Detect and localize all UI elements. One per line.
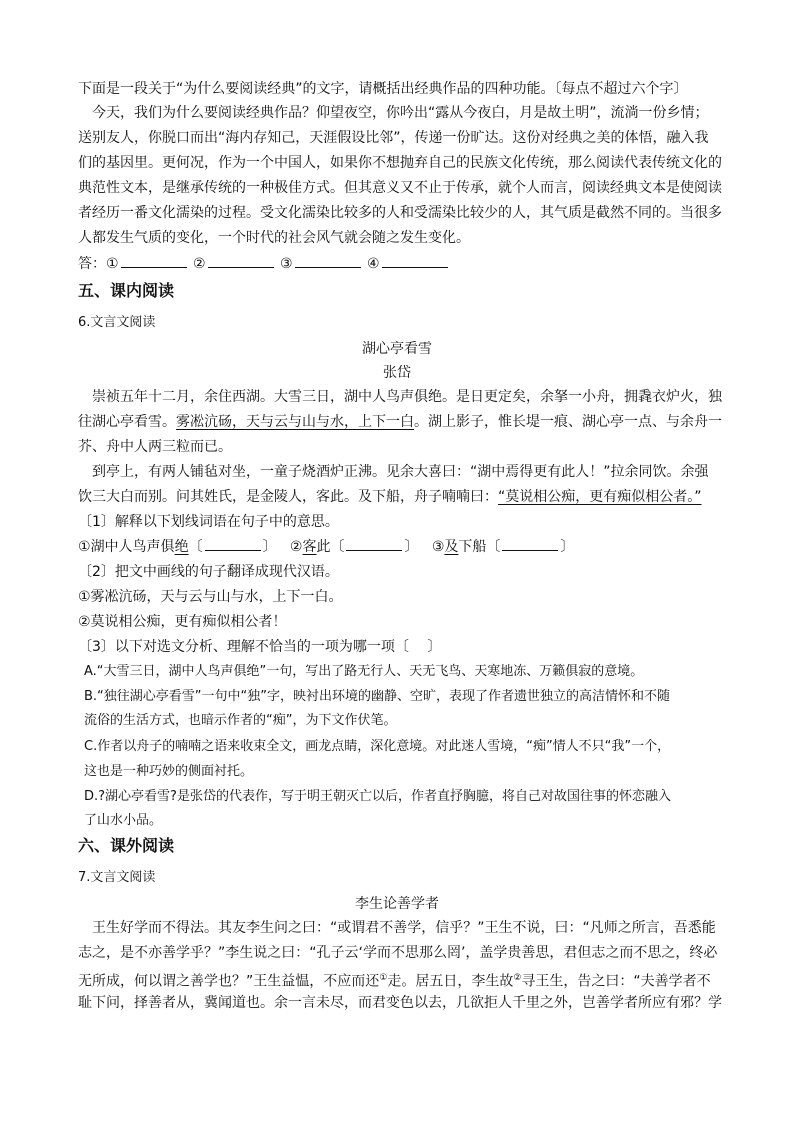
- passage-line: 典范性文本，是继承传统的一种极佳方式。但其意义又不止于传承，就个人而言，阅读经典文本是使阅读: [78, 180, 722, 196]
- passage-line: 崇祯五年十二月，余住西湖。大雪三日，湖中人鸟声俱绝。是日更定矣，余拏一小舟，拥毳衣炉火，独: [92, 389, 722, 405]
- sub-question: 〔2〕把文中画线的句子翻译成现代汉语。: [78, 564, 339, 580]
- text-author: 张岱: [383, 365, 411, 381]
- passage-line: 今天，我们为什么要阅读经典作品？仰望夜空，你吟出“露从今夜白，月是故土明”，流淌一份乡情；: [92, 105, 709, 121]
- passage-line: 们的基因里。更何况，作为一个中国人，如果你不想抛弃自己的民族文化传统，那么阅读代表传统文化的: [78, 155, 722, 171]
- option-d[interactable]: D.?湖心亭看雪?是张岱的代表作，写于明王朝灭亡以后，作者直抒胸臆，将自己对故国往事的怀恋融入: [84, 789, 671, 804]
- sub-question: 〔3〕以下对选文分析、理解不恰当的一项为哪一项〔 〕: [78, 639, 442, 655]
- passage-line: 往湖心亭看雪。雾凇沆砀，天与云与山与水，上下一白。湖上影子，惟长堤一痕、湖心亭一点、与余舟一: [78, 414, 722, 430]
- answer-blank-4[interactable]: [382, 253, 448, 268]
- answer-blank-2[interactable]: [208, 253, 274, 268]
- passage-line: 饮三大白而别。问其姓氏，是金陵人，客此。及下船，舟子喃喃曰：“莫说相公痴，更有痴似相公者。”: [78, 489, 702, 505]
- passage-line: 芥、舟中人两三粒而已。: [78, 439, 232, 455]
- vocab-items: ①湖中人鸟声俱绝〔 〕 ②客此〔 〕 ③及下船〔 〕: [78, 535, 718, 559]
- passage-line: 到亭上，有两人铺毡对坐，一童子烧酒炉正沸。见余大喜曰：“湖中焉得更有此人！”拉余同饮。余强: [92, 464, 709, 480]
- option-c[interactable]: C.作者以舟子的喃喃之语来收束全文，画龙点睛，深化意境。对此迷人雪境，“痴”情人不只“我”一个，: [84, 739, 671, 754]
- question-number: 6.文言文阅读: [78, 315, 156, 330]
- footnote-mark: ①: [379, 973, 388, 983]
- text-title: 李生论善学者: [355, 896, 439, 912]
- option-d-cont: 了山水小品。: [84, 813, 163, 828]
- passage-line: 送别友人，你脱口而出“海内存知己，天涯假设比邻”，传递一份旷达。这份对经典之美的体悟，融入我: [78, 130, 709, 146]
- passage-line: 志之，是不亦善学乎？”李生说之曰：“孔子云‘学而不思那么罔’，盖学贵善思，君但志之而不思之，终必: [78, 945, 718, 961]
- question-number: 7.文言文阅读: [78, 870, 156, 885]
- vocab-blank-3[interactable]: [502, 536, 558, 551]
- passage-line: 者经历一番文化濡染的过程。受文化濡染比较多的人和受濡染比较少的人，其气质是截然不同的。当很多: [78, 205, 722, 221]
- option-b[interactable]: B.“独往湖心亭看雪”一句中“独”字，映衬出环境的幽静、空旷，表现了作者遗世独立的高洁情怀和不随: [84, 689, 670, 704]
- option-b-cont: 流俗的生活方式，也暗示作者的“痴”，为下文作伏笔。: [84, 713, 397, 728]
- passage-line: 人都发生气质的变化，一个时代的社会风气就会随之发生变化。: [78, 230, 470, 246]
- intro-question: 下面是一段关于“为什么要阅读经典”的文字，请概括出经典作品的四种功能。〔每点不超过六个字〕: [78, 81, 688, 97]
- translate-item: ②莫说相公痴，更有痴似相公者！: [78, 614, 287, 630]
- vocab-blank-1[interactable]: [205, 536, 261, 551]
- translate-item: ①雾凇沆砀，天与云与山与水，上下一白。: [78, 589, 343, 605]
- answer-label: 答：: [78, 256, 106, 272]
- passage-line: 无所成，何以谓之善学也？”王生益愠，不应而还①走。居五日，李生故②寻王生，告之曰：“夫善学者不: [78, 973, 711, 990]
- passage-line: 王生好学而不得法。其友李生问之曰：“或谓君不善学，信乎？”王生不说，曰：“凡师之所言，吾悉能: [92, 920, 716, 936]
- answer-blank-3[interactable]: [295, 253, 361, 268]
- answer-blank-1[interactable]: [121, 253, 187, 268]
- vocab-blank-2[interactable]: [346, 536, 402, 551]
- option-c-cont: 这也是一种巧妙的侧面衬托。: [84, 764, 254, 779]
- footnote-mark: ②: [513, 973, 522, 983]
- underlined-sentence-2: “莫说相公痴，更有痴似相公者。”: [498, 489, 702, 505]
- section-heading: 五、课内阅读: [78, 281, 175, 300]
- underlined-sentence-1: 雾凇沆砀，天与云与山与水，上下一白: [176, 414, 414, 430]
- section-heading: 六、课外阅读: [78, 836, 175, 855]
- passage-line: 耻下问，择善者从，冀闻道也。余一言未尽，而君变色以去，几欲拒人千里之外，岂善学者所应有邪？学: [78, 995, 722, 1011]
- text-title: 湖心亭看雪: [362, 341, 432, 357]
- answer-line: 答：① ② ③ ④: [78, 252, 718, 276]
- sub-question: 〔1〕解释以下划线词语在句子中的意思。: [78, 514, 339, 530]
- option-a[interactable]: A.“大雪三日，湖中人鸟声俱绝”一句，写出了路无行人、天无飞鸟、天寒地冻、万籁俱寂的意境。: [84, 664, 644, 679]
